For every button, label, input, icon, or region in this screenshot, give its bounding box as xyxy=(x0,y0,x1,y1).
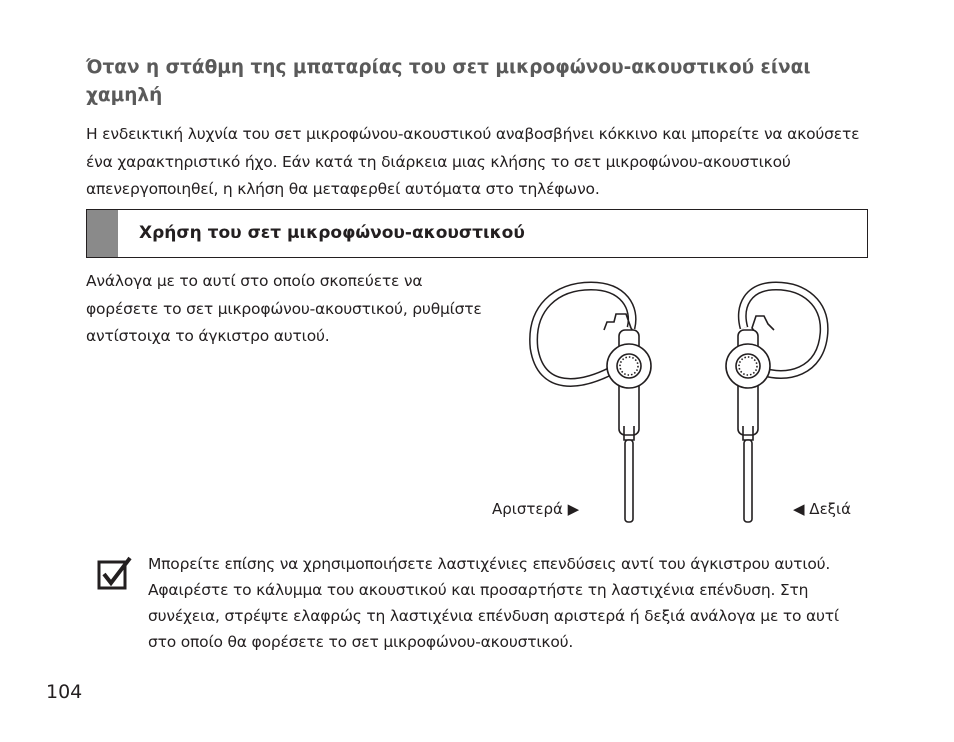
section-tab-marker xyxy=(87,210,118,257)
section-heading: Όταν η στάθμη της μπαταρίας του σετ μικροφώνου-ακουστικού είναι χαμηλή xyxy=(86,57,811,106)
headset-earhook-icon xyxy=(486,278,866,528)
headset-right-illustration xyxy=(726,286,824,522)
section-header-bar xyxy=(86,209,868,258)
usage-paragraph: Ανάλογα με το αυτί στο οποίο σκοπεύετε να φορέσετε το σετ μικροφώνου-ακουστικού, ρυθμίστε αντίστοιχα το άγκιστρο αυτιού. xyxy=(86,272,482,345)
label-left: Αριστερά ▶ xyxy=(492,500,580,518)
label-right: ◀ Δεξιά xyxy=(793,500,852,518)
note-paragraph: Μπορείτε επίσης να χρησιμοποιήσετε λαστιχένιες επενδύσεις αντί του άγκιστρου αυτιού. Αφαιρέστε το κάλυμμα του ακουστικού και προσαρτήστε τη λαστιχένια επένδυση. Στη συνέχεια, στρέψτε ελαφρώς τη λαστιχένια επένδυση αριστερά ή δεξιά ανάλογα με το αυτί στο οποίο θα φορέσετε το σετ μικροφώνου-ακουστικού. xyxy=(148,555,839,651)
headset-left-illustration xyxy=(534,286,651,522)
section-title: Χρήση του σετ μικροφώνου-ακουστικού xyxy=(139,223,525,243)
checkbox-check-icon xyxy=(97,556,133,590)
page-number: 104 xyxy=(46,681,83,703)
intro-paragraph: Η ενδεικτική λυχνία του σετ μικροφώνου-ακουστικού αναβοσβήνει κόκκινο και μπορείτε να ακούσετε ένα χαρακτηριστικό ήχο. Εάν κατά τη διάρκεια μιας κλήσης το σετ μικροφώνου-ακουστικού απενεργοποιηθεί, η κλήση θα μεταφερθεί αυτόματα στο τηλέφωνο. xyxy=(86,125,860,198)
